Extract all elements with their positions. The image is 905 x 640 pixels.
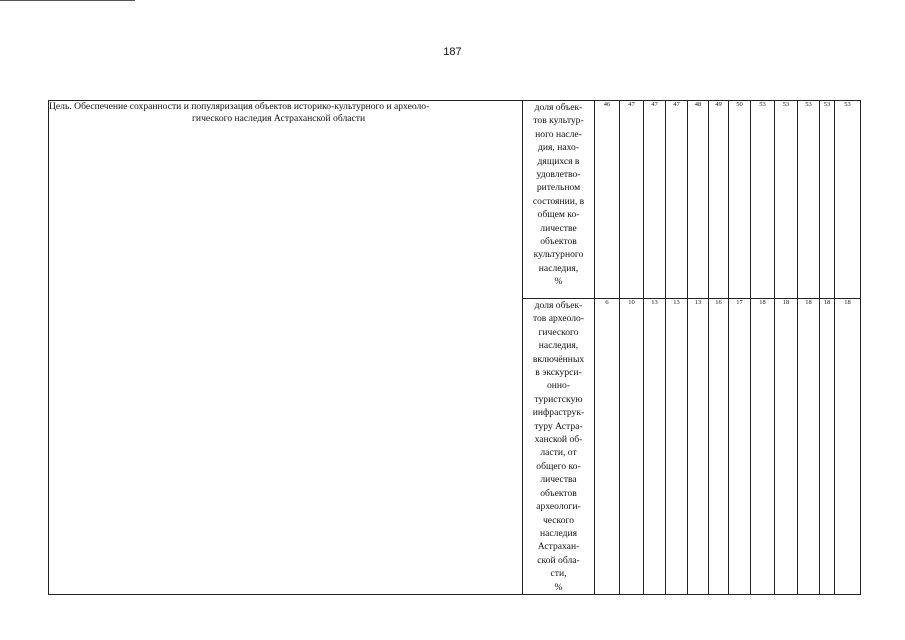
indicator-line: наследия,: [538, 262, 579, 274]
value-cell: 47: [644, 101, 666, 299]
value-cell: 48: [688, 101, 709, 299]
value-cell: 53: [751, 101, 775, 299]
value-cell: 13: [644, 299, 666, 595]
table-row: [49, 101, 861, 299]
value-cell: 53: [820, 101, 835, 299]
value-cell: 18: [775, 299, 798, 595]
indicator-line: дия, нахо-: [537, 142, 580, 154]
indicator-line: ческого: [542, 514, 575, 526]
indicator-line: удовлетво-: [536, 169, 581, 181]
value-cell: 49: [709, 101, 729, 299]
indicator-line: наследия: [540, 527, 577, 539]
value-cell: 16: [709, 299, 729, 595]
indicator-line: рительном: [536, 182, 581, 194]
goal-cell: [49, 101, 523, 595]
indicator-table: [48, 100, 861, 595]
indicator-cell-excursion: [523, 299, 595, 595]
indicator-line: тов археоло-: [532, 313, 585, 325]
value-cell: 50: [729, 101, 751, 299]
value-cell: 53: [775, 101, 798, 299]
indicator-line: ного насле-: [535, 128, 582, 140]
indicator-line: ханской об-: [534, 434, 583, 446]
indicator-line: инфраструк-: [532, 407, 585, 419]
indicator-line: ласти, от: [540, 447, 577, 459]
indicator-line: доля объек-: [534, 102, 583, 113]
indicator-line: онно-: [546, 380, 571, 392]
indicator-line: общем ко-: [537, 209, 580, 221]
indicator-line: в экскурси-: [535, 367, 582, 379]
value-cell: 10: [620, 299, 644, 595]
value-cell: 53: [798, 101, 820, 299]
indicator-line: личества: [540, 474, 577, 486]
value-cell: 13: [688, 299, 709, 595]
value-cell: 18: [835, 299, 861, 595]
value-cell: 13: [666, 299, 688, 595]
indicator-line: состоянии, в: [532, 195, 585, 207]
goal-line: Цель. Обеспечение сохранности и популяризация объектов историко-культурного и археоло-: [49, 101, 430, 112]
indicator-line: археологи-: [536, 501, 581, 513]
indicator-line: туру Астра-: [534, 420, 583, 432]
value-cell: 53: [835, 101, 861, 299]
indicator-line: доля объек-: [534, 300, 583, 311]
corner-rule: [0, 0, 135, 1]
value-cell: 6: [595, 299, 620, 595]
value-cell: 47: [620, 101, 644, 299]
indicator-line: дящихся в: [537, 155, 580, 167]
value-cell: 17: [729, 299, 751, 595]
page-number: 187: [443, 46, 462, 58]
indicator-line: культурного: [533, 249, 584, 261]
indicator-line: туристскую: [534, 393, 583, 405]
value-cell: 18: [820, 299, 835, 595]
value-cell: 47: [666, 101, 688, 299]
indicator-line: наследия,: [538, 340, 579, 352]
indicator-line: сти,: [550, 568, 567, 580]
indicator-line: ской обла-: [537, 554, 580, 566]
indicator-cell-restoration: [523, 101, 595, 299]
value-cell: 18: [798, 299, 820, 595]
indicator-line: личестве: [540, 222, 577, 234]
indicator-line: включённых: [532, 353, 585, 365]
indicator-line: гического: [538, 326, 579, 338]
indicator-line: объектов: [540, 236, 577, 248]
indicator-line: тов культур-: [533, 115, 584, 127]
indicator-line: объектов: [540, 487, 577, 499]
indicator-line: %: [554, 276, 563, 288]
indicator-line: общего ко-: [536, 460, 581, 472]
indicator-line: %: [554, 581, 563, 593]
goal-line: гического наследия Астраханской области: [192, 112, 366, 124]
indicator-line: Астрахан-: [537, 541, 580, 553]
value-cell: 18: [751, 299, 775, 595]
value-cell: 46: [595, 101, 620, 299]
